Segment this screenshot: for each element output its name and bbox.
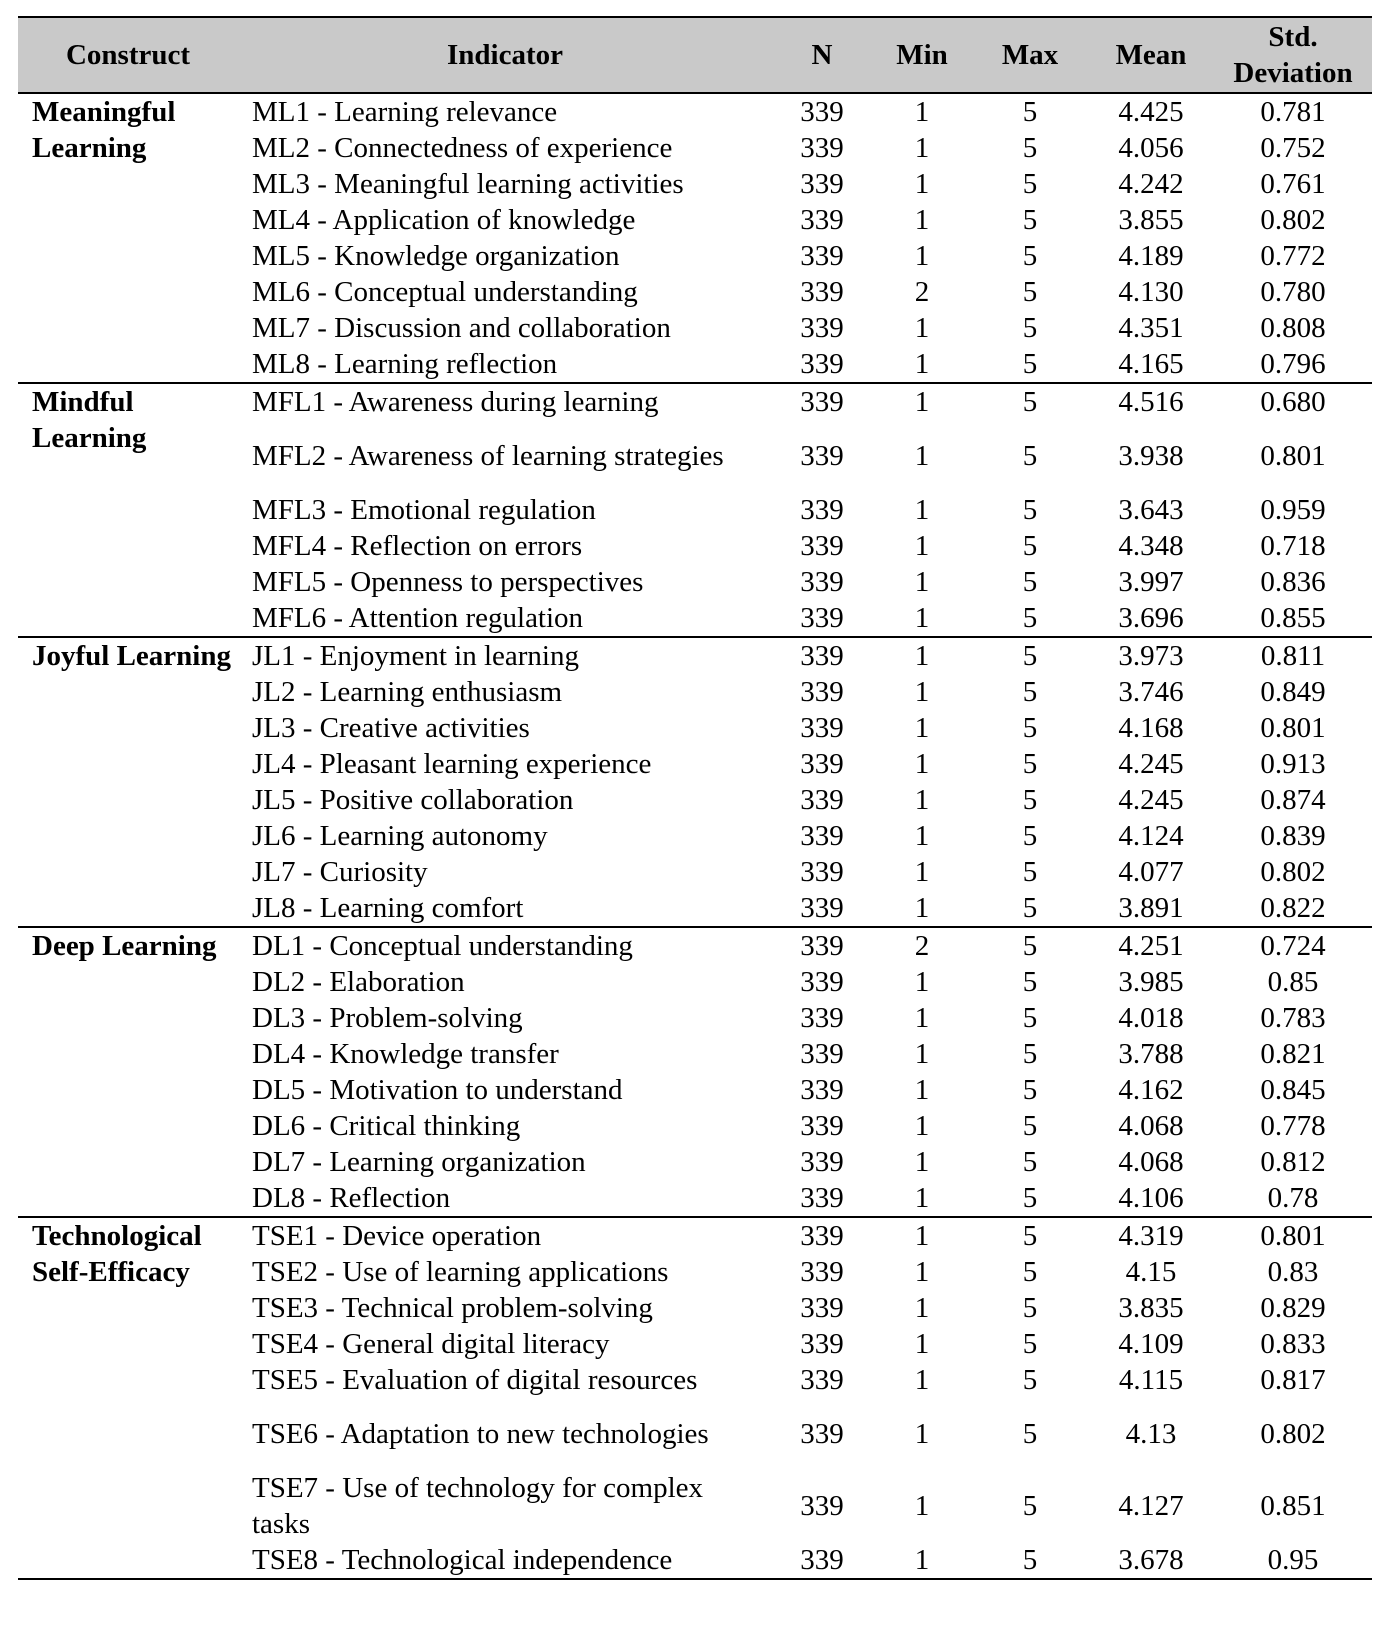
indicator-cell: JL1 - Enjoyment in learning (252, 640, 579, 672)
std-deviation-cell: 0.783 (1260, 1002, 1326, 1034)
indicator-cell: MFL6 - Attention regulation (238, 600, 772, 637)
mean-cell: 4.056 (1118, 132, 1184, 164)
construct-cell: Mindful Learning (18, 383, 238, 637)
mean-cell: 4.15 (1125, 1256, 1177, 1288)
mean-cell: 4.077 (1118, 856, 1184, 888)
n-cell: 339 (800, 168, 844, 200)
max-cell: 5 (1022, 1256, 1038, 1288)
min-cell: 1 (914, 204, 930, 236)
mean-cell: 4.168 (1118, 712, 1184, 744)
n-cell: 339 (800, 1110, 844, 1142)
max-cell: 5 (1022, 1490, 1038, 1522)
mean-cell: 4.319 (1118, 1220, 1184, 1252)
n-cell: 339 (772, 600, 872, 637)
construct-cell: Meaningful Learning (18, 93, 238, 383)
indicator-cell: ML2 - Connectedness of experience (252, 132, 673, 164)
indicator-cell: TSE8 - Technological independence (238, 1542, 772, 1579)
min-cell: 1 (914, 1074, 930, 1106)
min-cell: 1 (914, 1110, 930, 1142)
mean-cell: 4.251 (1118, 930, 1184, 962)
n-cell: 339 (800, 856, 844, 888)
indicator-cell: ML3 - Meaningful learning activities (252, 168, 684, 200)
std-deviation-cell: 0.95 (1214, 1542, 1372, 1579)
mean-cell: 4.189 (1118, 240, 1184, 272)
n-cell: 339 (800, 204, 844, 236)
n-cell: 339 (772, 1180, 872, 1217)
mean-cell: 3.855 (1118, 204, 1184, 236)
std-deviation-cell: 0.836 (1260, 566, 1326, 598)
mean-cell: 3.643 (1118, 494, 1184, 526)
std-deviation-cell: 0.808 (1260, 312, 1326, 344)
max-cell: 5 (972, 890, 1088, 927)
n-cell: 339 (800, 1256, 844, 1288)
min-cell: 1 (914, 1146, 930, 1178)
min-cell: 1 (914, 132, 930, 164)
std-deviation-cell: 0.851 (1260, 1490, 1326, 1522)
max-cell: 5 (1022, 494, 1038, 526)
max-cell: 5 (1022, 386, 1038, 418)
max-cell: 5 (972, 1542, 1088, 1579)
max-cell: 5 (1022, 748, 1038, 780)
mean-cell: 4.068 (1118, 1146, 1184, 1178)
descriptive-statistics-table (18, 16, 1372, 1580)
min-cell: 1 (914, 440, 930, 472)
std-deviation-cell: 0.817 (1260, 1364, 1326, 1396)
n-cell: 339 (800, 386, 844, 418)
n-cell: 339 (800, 966, 844, 998)
std-deviation-cell: 0.802 (1260, 856, 1326, 888)
indicator-cell: JL2 - Learning enthusiasm (252, 676, 563, 708)
min-cell: 1 (914, 494, 930, 526)
table-row (18, 637, 1372, 674)
min-cell: 1 (872, 1180, 972, 1217)
min-cell: 1 (914, 312, 930, 344)
min-cell: 1 (872, 1542, 972, 1579)
n-cell: 339 (800, 530, 844, 562)
indicator-cell: DL3 - Problem-solving (252, 1002, 523, 1034)
n-cell: 339 (800, 1292, 844, 1324)
construct-cell: Joyful Learning (18, 637, 238, 927)
max-cell: 5 (1022, 1146, 1038, 1178)
indicator-cell: DL8 - Reflection (238, 1180, 772, 1217)
indicator-cell: MFL1 - Awareness during learning (252, 386, 659, 418)
max-cell: 5 (1022, 856, 1038, 888)
min-cell: 1 (914, 386, 930, 418)
n-cell: 339 (800, 566, 844, 598)
n-cell: 339 (772, 890, 872, 927)
max-cell: 5 (1022, 204, 1038, 236)
min-cell: 1 (914, 784, 930, 816)
n-cell: 339 (772, 346, 872, 383)
n-cell: 339 (800, 1220, 844, 1252)
std-deviation-cell: 0.833 (1260, 1328, 1326, 1360)
max-cell: 5 (1022, 930, 1038, 962)
n-cell: 339 (800, 440, 844, 472)
indicator-cell: JL4 - Pleasant learning experience (252, 748, 652, 780)
std-deviation-cell: 0.855 (1214, 600, 1372, 637)
max-cell: 5 (972, 600, 1088, 637)
mean-cell: 4.245 (1118, 784, 1184, 816)
mean-cell: 3.678 (1088, 1542, 1214, 1579)
min-cell: 1 (914, 966, 930, 998)
min-cell: 1 (914, 566, 930, 598)
n-cell: 339 (800, 1002, 844, 1034)
std-deviation-cell: 0.83 (1267, 1256, 1319, 1288)
min-cell: 1 (914, 1328, 930, 1360)
construct-cell: Deep Learning (18, 927, 238, 1217)
table-row (18, 1217, 1372, 1254)
std-deviation-cell: 0.680 (1260, 386, 1326, 418)
n-cell: 339 (800, 312, 844, 344)
std-deviation-cell: 0.821 (1260, 1038, 1326, 1070)
indicator-cell: MFL3 - Emotional regulation (252, 494, 596, 526)
indicator-cell: TSE7 - Use of technology for complex tasks (252, 1472, 704, 1540)
max-cell: 5 (1022, 1038, 1038, 1070)
header-mean: Mean (1088, 17, 1214, 93)
max-cell: 5 (1022, 1002, 1038, 1034)
std-deviation-cell: 0.752 (1260, 132, 1326, 164)
max-cell: 5 (1022, 276, 1038, 308)
n-cell: 339 (800, 96, 844, 128)
mean-cell: 3.985 (1118, 966, 1184, 998)
mean-cell: 3.696 (1088, 600, 1214, 637)
max-cell: 5 (972, 1180, 1088, 1217)
header-row (18, 17, 1372, 93)
mean-cell: 4.130 (1118, 276, 1184, 308)
mean-cell: 3.997 (1118, 566, 1184, 598)
std-deviation-cell: 0.718 (1260, 530, 1326, 562)
std-deviation-cell: 0.913 (1260, 748, 1326, 780)
n-cell: 339 (800, 676, 844, 708)
mean-cell: 4.245 (1118, 748, 1184, 780)
table-body (18, 93, 1372, 1579)
min-cell: 1 (914, 856, 930, 888)
indicator-cell: DL6 - Critical thinking (252, 1110, 521, 1142)
min-cell: 1 (914, 240, 930, 272)
indicator-cell: TSE5 - Evaluation of digital resources (252, 1364, 698, 1396)
indicator-cell: ML6 - Conceptual understanding (252, 276, 638, 308)
header-max: Max (972, 17, 1088, 93)
table-row (18, 93, 1372, 130)
min-cell: 1 (914, 1292, 930, 1324)
n-cell: 339 (800, 820, 844, 852)
indicator-cell: DL7 - Learning organization (252, 1146, 586, 1178)
max-cell: 5 (1022, 1328, 1038, 1360)
header-min: Min (872, 17, 972, 93)
indicator-cell: ML5 - Knowledge organization (252, 240, 620, 272)
indicator-cell: ML4 - Application of knowledge (252, 204, 636, 236)
max-cell: 5 (1022, 820, 1038, 852)
std-deviation-cell: 0.829 (1260, 1292, 1326, 1324)
std-deviation-cell: 0.811 (1260, 640, 1326, 672)
std-deviation-cell: 0.778 (1260, 1110, 1326, 1142)
mean-cell: 4.242 (1118, 168, 1184, 200)
table-header (18, 17, 1372, 93)
std-deviation-cell: 0.839 (1260, 820, 1326, 852)
indicator-cell: JL6 - Learning autonomy (252, 820, 548, 852)
max-cell: 5 (1022, 566, 1038, 598)
mean-cell: 4.165 (1088, 346, 1214, 383)
mean-cell: 4.115 (1118, 1364, 1184, 1396)
indicator-cell: JL3 - Creative activities (252, 712, 530, 744)
min-cell: 1 (914, 640, 930, 672)
std-deviation-cell: 0.780 (1260, 276, 1326, 308)
mean-cell: 4.018 (1118, 1002, 1184, 1034)
std-deviation-cell: 0.781 (1260, 96, 1326, 128)
header-n: N (772, 17, 872, 93)
n-cell: 339 (800, 1146, 844, 1178)
max-cell: 5 (1022, 1074, 1038, 1106)
mean-cell: 3.746 (1118, 676, 1184, 708)
max-cell: 5 (1022, 1110, 1038, 1142)
min-cell: 1 (914, 748, 930, 780)
std-deviation-cell: 0.802 (1260, 1418, 1326, 1450)
n-cell: 339 (772, 1542, 872, 1579)
min-cell: 1 (914, 1038, 930, 1070)
std-deviation-cell: 0.959 (1260, 494, 1326, 526)
indicator-cell: DL1 - Conceptual understanding (252, 930, 633, 962)
max-cell: 5 (1022, 168, 1038, 200)
min-cell: 1 (914, 820, 930, 852)
mean-cell: 3.973 (1118, 640, 1184, 672)
min-cell: 2 (914, 276, 930, 308)
max-cell: 5 (1022, 676, 1038, 708)
mean-cell: 4.425 (1118, 96, 1184, 128)
max-cell: 5 (1022, 132, 1038, 164)
n-cell: 339 (800, 1364, 844, 1396)
min-cell: 1 (872, 600, 972, 637)
min-cell: 1 (914, 1002, 930, 1034)
min-cell: 1 (914, 1220, 930, 1252)
construct-cell: Technological Self-Efficacy (18, 1217, 238, 1579)
n-cell: 339 (800, 930, 844, 962)
n-cell: 339 (800, 784, 844, 816)
max-cell: 5 (1022, 240, 1038, 272)
min-cell: 1 (914, 96, 930, 128)
mean-cell: 3.938 (1118, 440, 1184, 472)
max-cell: 5 (1022, 966, 1038, 998)
min-cell: 1 (914, 1364, 930, 1396)
std-deviation-cell: 0.78 (1214, 1180, 1372, 1217)
n-cell: 339 (800, 132, 844, 164)
n-cell: 339 (800, 1418, 844, 1450)
descriptive-statistics-table-container (18, 16, 1372, 1580)
mean-cell: 4.127 (1118, 1490, 1184, 1522)
n-cell: 339 (800, 712, 844, 744)
header-std-deviation: Std. Deviation (1214, 17, 1372, 93)
indicator-cell: JL5 - Positive collaboration (252, 784, 574, 816)
n-cell: 339 (800, 240, 844, 272)
min-cell: 1 (872, 890, 972, 927)
std-deviation-cell: 0.801 (1260, 1220, 1326, 1252)
std-deviation-cell: 0.761 (1260, 168, 1326, 200)
n-cell: 339 (800, 494, 844, 526)
std-deviation-cell: 0.812 (1260, 1146, 1326, 1178)
mean-cell: 4.516 (1118, 386, 1184, 418)
table-row (18, 927, 1372, 964)
n-cell: 339 (800, 1328, 844, 1360)
indicator-cell: TSE4 - General digital literacy (252, 1328, 610, 1360)
min-cell: 1 (914, 530, 930, 562)
std-deviation-cell: 0.724 (1260, 930, 1326, 962)
indicator-cell: JL7 - Curiosity (252, 856, 428, 888)
std-deviation-cell: 0.849 (1260, 676, 1326, 708)
indicator-cell: TSE1 - Device operation (252, 1220, 542, 1252)
indicator-cell: DL5 - Motivation to understand (252, 1074, 623, 1106)
min-cell: 1 (914, 712, 930, 744)
n-cell: 339 (800, 748, 844, 780)
indicator-cell: DL2 - Elaboration (252, 966, 465, 998)
max-cell: 5 (1022, 440, 1038, 472)
max-cell: 5 (972, 346, 1088, 383)
max-cell: 5 (1022, 640, 1038, 672)
std-deviation-cell: 0.796 (1214, 346, 1372, 383)
n-cell: 339 (800, 1074, 844, 1106)
min-cell: 1 (914, 676, 930, 708)
mean-cell: 4.109 (1118, 1328, 1184, 1360)
indicator-cell: ML8 - Learning reflection (238, 346, 772, 383)
min-cell: 1 (872, 346, 972, 383)
max-cell: 5 (1022, 1220, 1038, 1252)
mean-cell: 4.124 (1118, 820, 1184, 852)
std-deviation-cell: 0.85 (1267, 966, 1319, 998)
indicator-cell: TSE6 - Adaptation to new technologies (252, 1418, 709, 1450)
table-row (18, 383, 1372, 420)
indicator-cell: MFL5 - Openness to perspectives (252, 566, 644, 598)
std-deviation-cell: 0.801 (1260, 440, 1326, 472)
min-cell: 1 (914, 168, 930, 200)
std-deviation-cell: 0.802 (1260, 204, 1326, 236)
std-deviation-cell: 0.874 (1260, 784, 1326, 816)
mean-cell: 3.835 (1118, 1292, 1184, 1324)
std-deviation-cell: 0.801 (1260, 712, 1326, 744)
min-cell: 2 (914, 930, 930, 962)
max-cell: 5 (1022, 1418, 1038, 1450)
std-deviation-cell: 0.845 (1260, 1074, 1326, 1106)
mean-cell: 4.13 (1125, 1418, 1177, 1450)
mean-cell: 4.351 (1118, 312, 1184, 344)
std-deviation-cell: 0.772 (1260, 240, 1326, 272)
indicator-cell: JL8 - Learning comfort (238, 890, 772, 927)
max-cell: 5 (1022, 96, 1038, 128)
n-cell: 339 (800, 640, 844, 672)
header-indicator: Indicator (238, 17, 772, 93)
indicator-cell: ML7 - Discussion and collaboration (252, 312, 671, 344)
max-cell: 5 (1022, 1364, 1038, 1396)
mean-cell: 4.162 (1118, 1074, 1184, 1106)
indicator-cell: MFL2 - Awareness of learning strategies (252, 440, 724, 472)
mean-cell: 3.891 (1088, 890, 1214, 927)
indicator-cell: TSE3 - Technical problem-solving (252, 1292, 653, 1324)
indicator-cell: DL4 - Knowledge transfer (252, 1038, 559, 1070)
n-cell: 339 (800, 1038, 844, 1070)
indicator-cell: MFL4 - Reflection on errors (252, 530, 583, 562)
mean-cell: 4.068 (1118, 1110, 1184, 1142)
indicator-cell: TSE2 - Use of learning applications (252, 1256, 669, 1288)
max-cell: 5 (1022, 1292, 1038, 1324)
min-cell: 1 (914, 1256, 930, 1288)
indicator-cell: ML1 - Learning relevance (252, 96, 558, 128)
mean-cell: 3.788 (1118, 1038, 1184, 1070)
max-cell: 5 (1022, 312, 1038, 344)
std-deviation-cell: 0.822 (1214, 890, 1372, 927)
n-cell: 339 (800, 1490, 844, 1522)
n-cell: 339 (800, 276, 844, 308)
mean-cell: 4.106 (1088, 1180, 1214, 1217)
min-cell: 1 (914, 1490, 930, 1522)
max-cell: 5 (1022, 530, 1038, 562)
max-cell: 5 (1022, 712, 1038, 744)
header-construct: Construct (18, 17, 238, 93)
mean-cell: 4.348 (1118, 530, 1184, 562)
min-cell: 1 (914, 1418, 930, 1450)
max-cell: 5 (1022, 784, 1038, 816)
